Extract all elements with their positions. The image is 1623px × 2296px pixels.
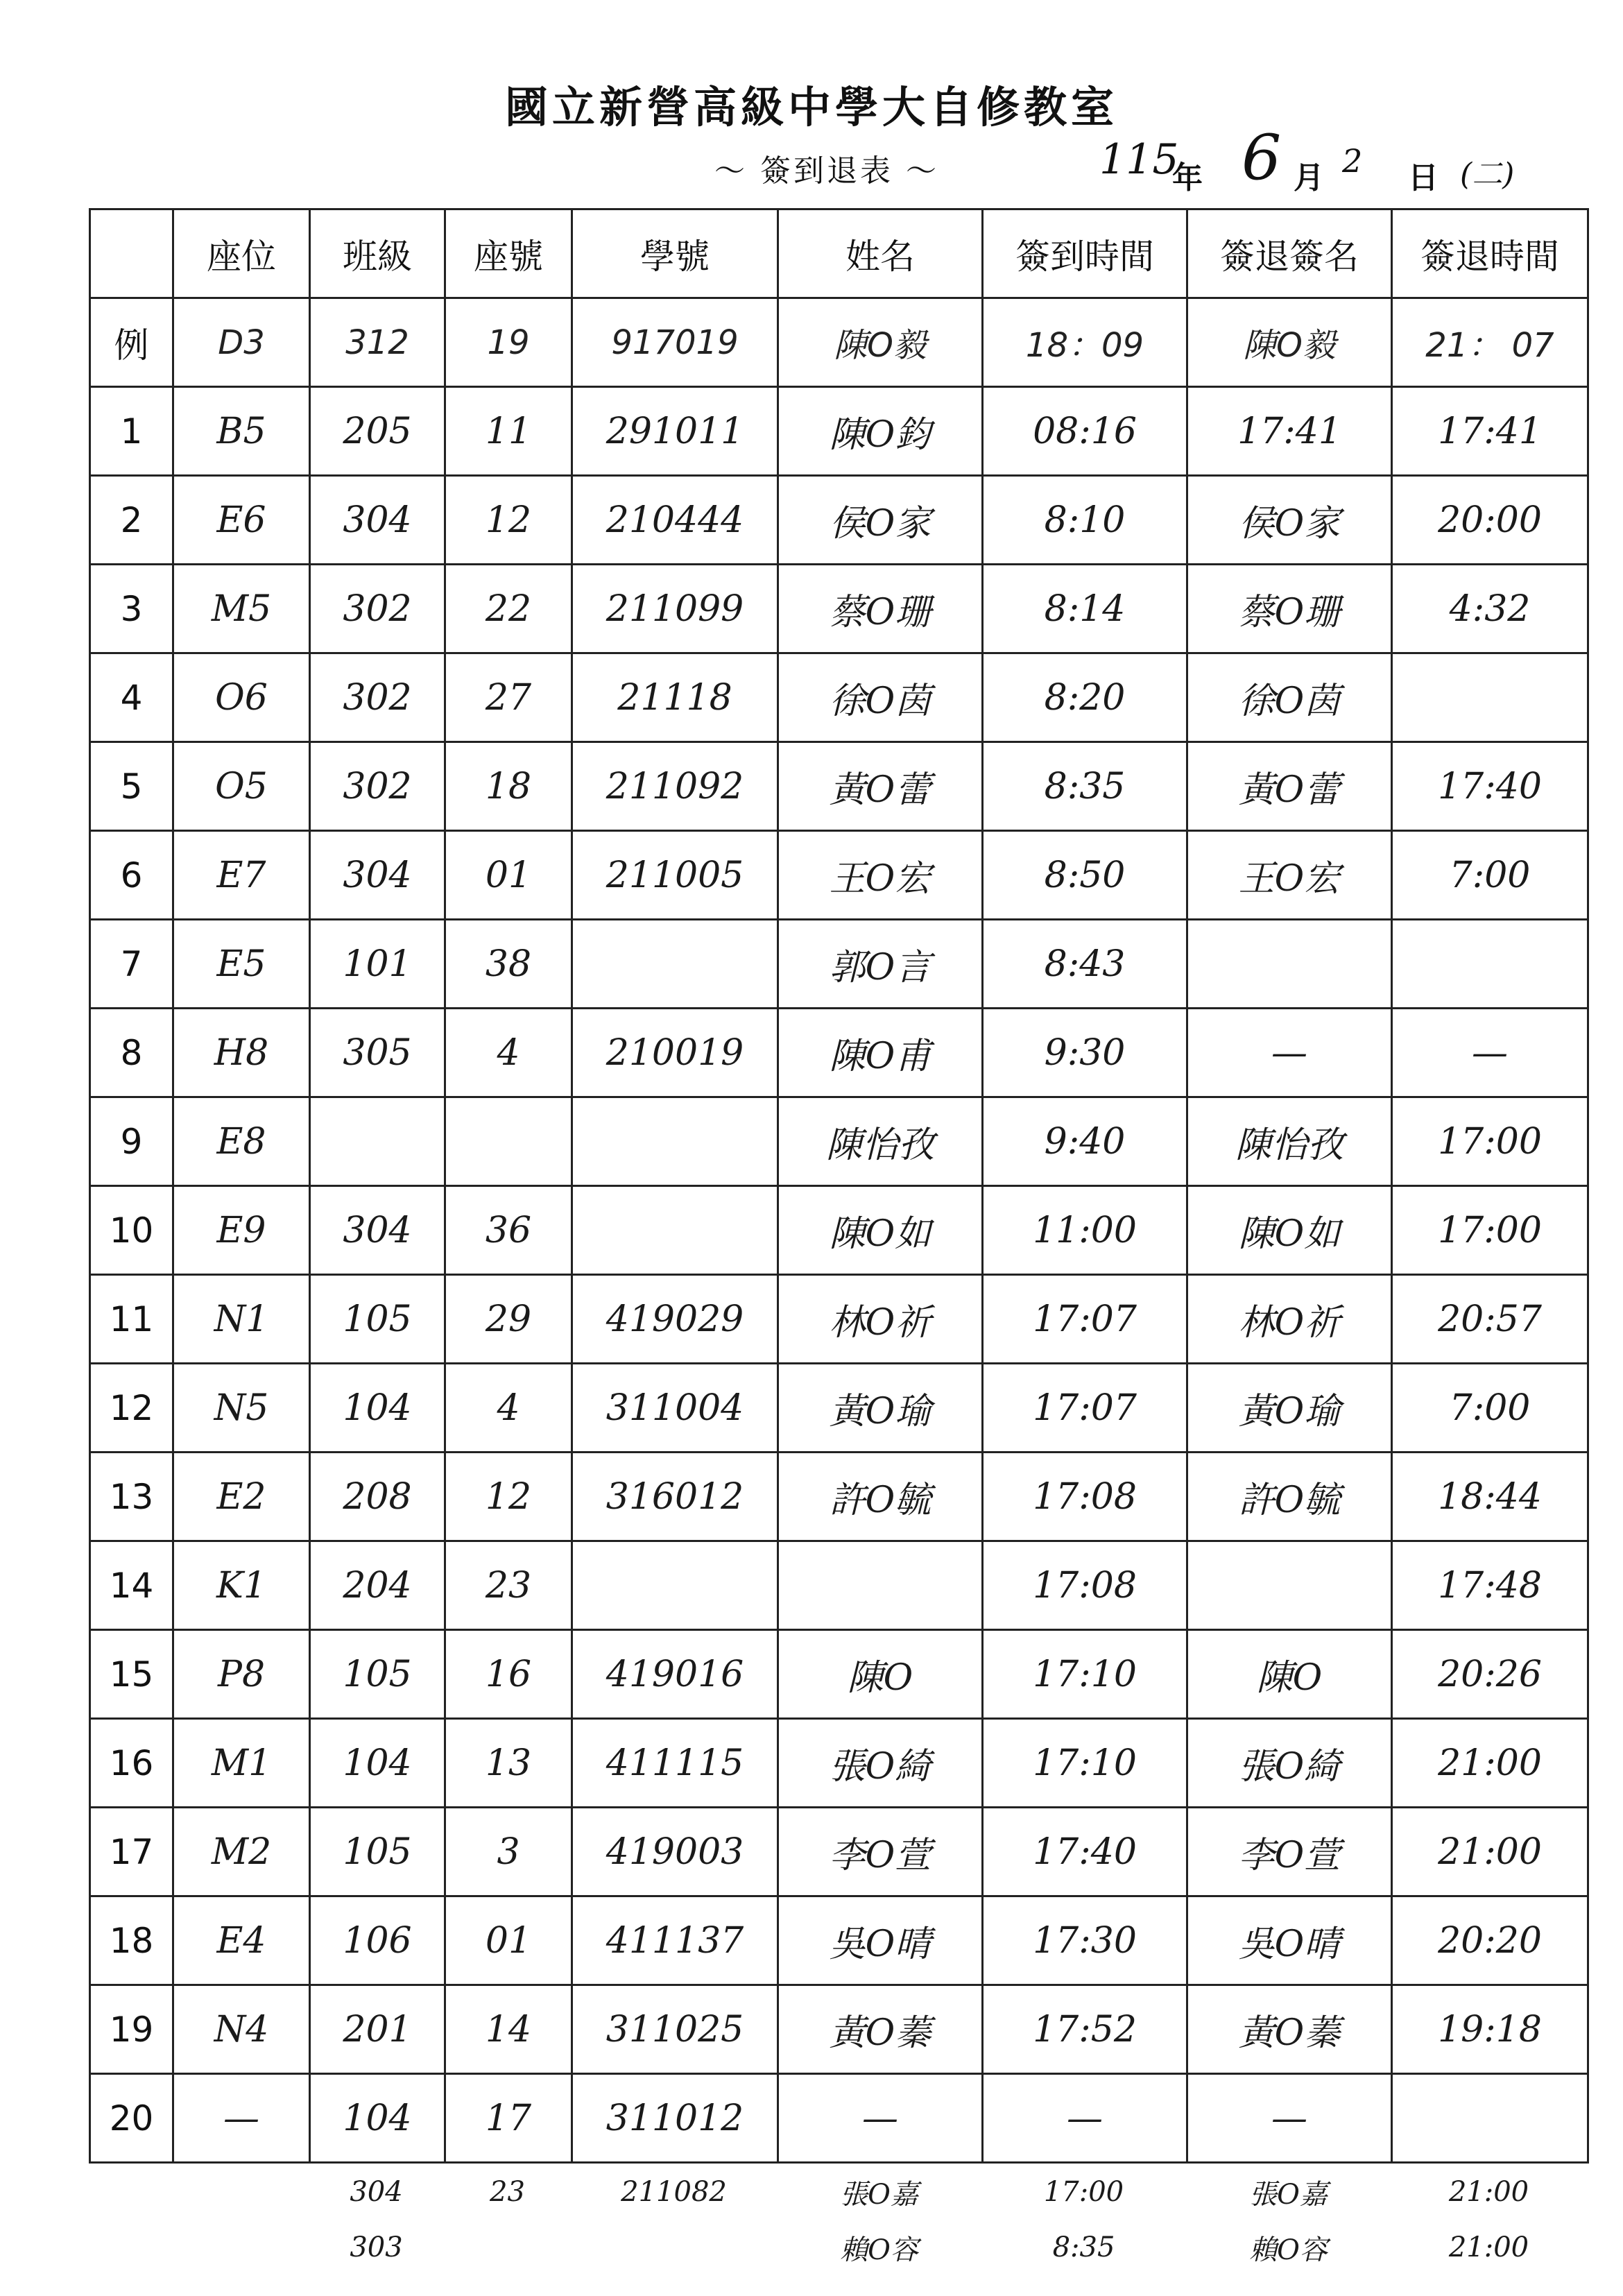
extra-cell-class: 303 bbox=[350, 2231, 403, 2263]
cell-sign-out-time: 17:40 bbox=[1392, 742, 1588, 831]
cell-sign-out-signature: 陳O bbox=[1187, 1630, 1392, 1719]
cell-name: 許O毓 bbox=[778, 1453, 983, 1541]
cell-seat: B5 bbox=[173, 387, 310, 476]
cell-sign-in-time: 17:40 bbox=[983, 1808, 1187, 1896]
cell-class: 105 bbox=[310, 1275, 445, 1364]
cell-class: 304 bbox=[310, 1186, 445, 1275]
cell-student-id bbox=[572, 1097, 778, 1186]
extra-cell-sign-out-signature: 賴O容 bbox=[1249, 2234, 1328, 2266]
table-row bbox=[90, 1985, 1588, 2074]
row-number: 2 bbox=[90, 476, 173, 565]
cell-seat: E8 bbox=[173, 1097, 310, 1186]
cell-class bbox=[310, 1097, 445, 1186]
example-row bbox=[90, 298, 1588, 387]
cell-class: 105 bbox=[310, 1808, 445, 1896]
table-row bbox=[90, 831, 1588, 920]
cell-seat-number: 12 bbox=[445, 1453, 572, 1541]
cell-seat-number: 19 bbox=[445, 298, 572, 387]
header-sign-out-time: 簽退時間 bbox=[1392, 209, 1588, 298]
cell-class: 204 bbox=[310, 1541, 445, 1630]
cell-class: 208 bbox=[310, 1453, 445, 1541]
cell-sign-in-time: 8:20 bbox=[983, 653, 1187, 742]
cell-class: 205 bbox=[310, 387, 445, 476]
table-row bbox=[90, 1630, 1588, 1719]
cell-sign-in-time: — bbox=[983, 2074, 1187, 2163]
cell-sign-out-signature: 黃O蕾 bbox=[1187, 742, 1392, 831]
table-row bbox=[90, 476, 1588, 565]
cell-sign-out-signature bbox=[1187, 1541, 1392, 1630]
cell-sign-in-time: 8:35 bbox=[983, 742, 1187, 831]
row-number: 6 bbox=[90, 831, 173, 920]
cell-sign-in-time: 17:08 bbox=[983, 1453, 1187, 1541]
row-number: 9 bbox=[90, 1097, 173, 1186]
cell-sign-out-signature: 陳O如 bbox=[1187, 1186, 1392, 1275]
cell-sign-in-time: 9:30 bbox=[983, 1009, 1187, 1097]
cell-sign-out-time: 17:48 bbox=[1392, 1541, 1588, 1630]
cell-sign-out-time: 20:26 bbox=[1392, 1630, 1588, 1719]
row-number: 1 bbox=[90, 387, 173, 476]
cell-name: 陳怡孜 bbox=[778, 1097, 983, 1186]
cell-name: 陳O毅 bbox=[778, 298, 983, 387]
header-sign-out-signature: 簽退簽名 bbox=[1187, 209, 1392, 298]
cell-seat: E2 bbox=[173, 1453, 310, 1541]
cell-student-id: 291011 bbox=[572, 387, 778, 476]
cell-seat: E5 bbox=[173, 920, 310, 1009]
cell-class: 105 bbox=[310, 1630, 445, 1719]
cell-sign-in-time: 08:16 bbox=[983, 387, 1187, 476]
cell-sign-in-time: 11:00 bbox=[983, 1186, 1187, 1275]
cell-seat-number: 18 bbox=[445, 742, 572, 831]
date-weekday: (二) bbox=[1460, 157, 1515, 192]
cell-name: 徐O茵 bbox=[778, 653, 983, 742]
cell-sign-out-time: 20:20 bbox=[1392, 1896, 1588, 1985]
cell-sign-out-time: 20:00 bbox=[1392, 476, 1588, 565]
cell-seat: E6 bbox=[173, 476, 310, 565]
cell-student-id: 211005 bbox=[572, 831, 778, 920]
cell-student-id: 411137 bbox=[572, 1896, 778, 1985]
date-month-label: 月 bbox=[1294, 160, 1324, 196]
cell-seat-number: 4 bbox=[445, 1009, 572, 1097]
cell-seat: N1 bbox=[173, 1275, 310, 1364]
cell-seat-number: 12 bbox=[445, 476, 572, 565]
cell-sign-out-time: 17:41 bbox=[1392, 387, 1588, 476]
cell-sign-in-time: 8:14 bbox=[983, 565, 1187, 653]
cell-class: 201 bbox=[310, 1985, 445, 2074]
cell-sign-out-time bbox=[1392, 920, 1588, 1009]
row-number: 16 bbox=[90, 1719, 173, 1808]
extra-cell-name: 賴O容 bbox=[840, 2234, 918, 2266]
cell-seat-number: 3 bbox=[445, 1808, 572, 1896]
table-row bbox=[90, 1009, 1588, 1097]
cell-sign-in-time: 8:10 bbox=[983, 476, 1187, 565]
cell-seat-number: 01 bbox=[445, 831, 572, 920]
row-number: 13 bbox=[90, 1453, 173, 1541]
cell-name: 郭O言 bbox=[778, 920, 983, 1009]
row-number: 20 bbox=[90, 2074, 173, 2163]
table-row bbox=[90, 1719, 1588, 1808]
row-number: 15 bbox=[90, 1630, 173, 1719]
cell-student-id bbox=[572, 1186, 778, 1275]
cell-seat-number: 14 bbox=[445, 1985, 572, 2074]
extra-entries bbox=[89, 2164, 1587, 2275]
cell-name: 侯O家 bbox=[778, 476, 983, 565]
cell-class: 312 bbox=[310, 298, 445, 387]
header-name: 姓名 bbox=[778, 209, 983, 298]
date-day-value: 2 bbox=[1342, 142, 1363, 180]
cell-sign-out-signature: 李O萱 bbox=[1187, 1808, 1392, 1896]
cell-seat: H8 bbox=[173, 1009, 310, 1097]
date-day-label: 日 bbox=[1408, 160, 1439, 196]
cell-sign-out-time: 21:00 bbox=[1392, 1719, 1588, 1808]
row-number: 7 bbox=[90, 920, 173, 1009]
cell-name: 王O宏 bbox=[778, 831, 983, 920]
cell-student-id: 211092 bbox=[572, 742, 778, 831]
extra-cell-sign-out-time: 21:00 bbox=[1448, 2231, 1529, 2263]
cell-name: 林O祈 bbox=[778, 1275, 983, 1364]
extra-cell-class: 304 bbox=[350, 2176, 403, 2208]
cell-seat-number: 38 bbox=[445, 920, 572, 1009]
cell-sign-out-signature: 黃O瑜 bbox=[1187, 1364, 1392, 1453]
extra-cell-sign-in-time: 17:00 bbox=[1043, 2176, 1124, 2208]
cell-student-id: 21118 bbox=[572, 653, 778, 742]
extra-cell-sign-in-time: 8:35 bbox=[1052, 2231, 1115, 2263]
cell-seat: E4 bbox=[173, 1896, 310, 1985]
cell-seat-number: 27 bbox=[445, 653, 572, 742]
cell-seat: P8 bbox=[173, 1630, 310, 1719]
cell-class: 304 bbox=[310, 831, 445, 920]
date-month-value: 6 bbox=[1242, 121, 1282, 194]
cell-name: 黃O瑜 bbox=[778, 1364, 983, 1453]
table-row bbox=[90, 1364, 1588, 1453]
cell-student-id: 419029 bbox=[572, 1275, 778, 1364]
cell-sign-out-time: 17:00 bbox=[1392, 1186, 1588, 1275]
cell-student-id bbox=[572, 920, 778, 1009]
cell-sign-out-signature: 徐O茵 bbox=[1187, 653, 1392, 742]
cell-seat: D3 bbox=[173, 298, 310, 387]
cell-sign-out-signature: 陳O毅 bbox=[1187, 298, 1392, 387]
row-number: 17 bbox=[90, 1808, 173, 1896]
sign-in-table bbox=[89, 208, 1589, 2164]
header-class: 班級 bbox=[310, 209, 445, 298]
cell-name: 蔡O珊 bbox=[778, 565, 983, 653]
cell-sign-out-time: 7:00 bbox=[1392, 831, 1588, 920]
cell-seat-number: 22 bbox=[445, 565, 572, 653]
cell-seat-number: 16 bbox=[445, 1630, 572, 1719]
cell-sign-out-time: 21： 07 bbox=[1392, 298, 1588, 387]
cell-student-id bbox=[572, 1541, 778, 1630]
cell-class: 104 bbox=[310, 1719, 445, 1808]
cell-sign-in-time: 17:52 bbox=[983, 1985, 1187, 2074]
cell-sign-out-signature: 陳怡孜 bbox=[1187, 1097, 1392, 1186]
cell-name: 吳O晴 bbox=[778, 1896, 983, 1985]
cell-seat: M5 bbox=[173, 565, 310, 653]
extra-cell-name: 張O嘉 bbox=[840, 2178, 918, 2211]
cell-name: 陳O甫 bbox=[778, 1009, 983, 1097]
cell-student-id: 411115 bbox=[572, 1719, 778, 1808]
cell-sign-in-time: 17:07 bbox=[983, 1364, 1187, 1453]
form-title: 國立新營高級中學大自修教室 bbox=[504, 82, 1118, 132]
cell-sign-out-time: 4:32 bbox=[1392, 565, 1588, 653]
cell-class: 101 bbox=[310, 920, 445, 1009]
cell-seat-number: 36 bbox=[445, 1186, 572, 1275]
row-number: 12 bbox=[90, 1364, 173, 1453]
row-number: 14 bbox=[90, 1541, 173, 1630]
cell-student-id: 419016 bbox=[572, 1630, 778, 1719]
cell-sign-out-time: 7:00 bbox=[1392, 1364, 1588, 1453]
table-row bbox=[90, 742, 1588, 831]
cell-name: — bbox=[778, 2074, 983, 2163]
header-sign-in-time: 簽到時間 bbox=[983, 209, 1187, 298]
cell-seat: — bbox=[173, 2074, 310, 2163]
cell-sign-in-time: 8:50 bbox=[983, 831, 1187, 920]
cell-sign-out-signature: 王O宏 bbox=[1187, 831, 1392, 920]
cell-seat: N5 bbox=[173, 1364, 310, 1453]
table-row bbox=[90, 387, 1588, 476]
cell-sign-in-time: 17:30 bbox=[983, 1896, 1187, 1985]
cell-sign-out-time bbox=[1392, 2074, 1588, 2163]
cell-sign-out-signature: 黃O蓁 bbox=[1187, 1985, 1392, 2074]
table-row bbox=[90, 1453, 1588, 1541]
cell-seat-number: 23 bbox=[445, 1541, 572, 1630]
cell-seat-number: 29 bbox=[445, 1275, 572, 1364]
cell-student-id: 316012 bbox=[572, 1453, 778, 1541]
cell-sign-in-time: 8:43 bbox=[983, 920, 1187, 1009]
row-number: 4 bbox=[90, 653, 173, 742]
cell-seat-number: 17 bbox=[445, 2074, 572, 2163]
header-student-id: 學號 bbox=[572, 209, 778, 298]
table-row bbox=[90, 1097, 1588, 1186]
row-number: 11 bbox=[90, 1275, 173, 1364]
cell-sign-out-signature: — bbox=[1187, 2074, 1392, 2163]
cell-sign-in-time: 17:10 bbox=[983, 1719, 1187, 1808]
cell-sign-out-signature: 許O毓 bbox=[1187, 1453, 1392, 1541]
cell-student-id: 211099 bbox=[572, 565, 778, 653]
cell-sign-in-time: 9:40 bbox=[983, 1097, 1187, 1186]
cell-sign-out-signature: 吳O晴 bbox=[1187, 1896, 1392, 1985]
cell-name: 李O萱 bbox=[778, 1808, 983, 1896]
table-row bbox=[90, 1186, 1588, 1275]
cell-class: 304 bbox=[310, 476, 445, 565]
table-row bbox=[90, 1275, 1588, 1364]
cell-sign-out-time: 18:44 bbox=[1392, 1453, 1588, 1541]
cell-student-id: 311004 bbox=[572, 1364, 778, 1453]
row-number: 例 bbox=[90, 298, 173, 387]
cell-student-id: 311012 bbox=[572, 2074, 778, 2163]
cell-name: 黃O蕾 bbox=[778, 742, 983, 831]
cell-name: 陳O鈞 bbox=[778, 387, 983, 476]
cell-sign-out-time bbox=[1392, 653, 1588, 742]
cell-seat: O6 bbox=[173, 653, 310, 742]
header-number bbox=[90, 209, 173, 298]
cell-student-id: 210019 bbox=[572, 1009, 778, 1097]
cell-sign-out-time: — bbox=[1392, 1009, 1588, 1097]
cell-sign-out-signature: 17:41 bbox=[1187, 387, 1392, 476]
cell-sign-out-time: 21:00 bbox=[1392, 1808, 1588, 1896]
cell-sign-out-time: 17:00 bbox=[1392, 1097, 1588, 1186]
extra-cell-sign-out-signature: 張O嘉 bbox=[1249, 2178, 1328, 2211]
cell-sign-out-signature: 蔡O珊 bbox=[1187, 565, 1392, 653]
date-year-label: 年 bbox=[1172, 160, 1203, 196]
cell-seat: O5 bbox=[173, 742, 310, 831]
cell-name: 陳O bbox=[778, 1630, 983, 1719]
cell-sign-out-time: 19:18 bbox=[1392, 1985, 1588, 2074]
cell-sign-in-time: 17:07 bbox=[983, 1275, 1187, 1364]
row-number: 3 bbox=[90, 565, 173, 653]
cell-seat-number: 13 bbox=[445, 1719, 572, 1808]
table-row bbox=[90, 1541, 1588, 1630]
cell-class: 302 bbox=[310, 565, 445, 653]
header-seat-number: 座號 bbox=[445, 209, 572, 298]
cell-seat: N4 bbox=[173, 1985, 310, 2074]
cell-name: 張O綺 bbox=[778, 1719, 983, 1808]
table-header-row bbox=[90, 209, 1588, 298]
extra-entry-row bbox=[89, 2164, 1587, 2220]
extra-entry-row bbox=[89, 2220, 1587, 2275]
row-number: 18 bbox=[90, 1896, 173, 1985]
cell-name: 陳O如 bbox=[778, 1186, 983, 1275]
row-number: 8 bbox=[90, 1009, 173, 1097]
row-number: 5 bbox=[90, 742, 173, 831]
cell-name: 黃O蓁 bbox=[778, 1985, 983, 2074]
row-number: 19 bbox=[90, 1985, 173, 2074]
table-row bbox=[90, 1808, 1588, 1896]
extra-cell-sign-out-time: 21:00 bbox=[1448, 2176, 1529, 2208]
cell-seat-number: 4 bbox=[445, 1364, 572, 1453]
cell-student-id: 311025 bbox=[572, 1985, 778, 2074]
cell-sign-out-signature bbox=[1187, 920, 1392, 1009]
cell-sign-out-signature: 林O祈 bbox=[1187, 1275, 1392, 1364]
cell-seat-number: 01 bbox=[445, 1896, 572, 1985]
cell-sign-in-time: 17:10 bbox=[983, 1630, 1187, 1719]
extra-cell-seat-number: 23 bbox=[490, 2176, 525, 2208]
extra-cell-student-id: 211082 bbox=[621, 2176, 727, 2208]
cell-seat: E9 bbox=[173, 1186, 310, 1275]
cell-sign-out-time: 20:57 bbox=[1392, 1275, 1588, 1364]
cell-seat-number: 11 bbox=[445, 387, 572, 476]
cell-student-id: 210444 bbox=[572, 476, 778, 565]
cell-class: 305 bbox=[310, 1009, 445, 1097]
cell-class: 302 bbox=[310, 653, 445, 742]
table-row bbox=[90, 2074, 1588, 2163]
cell-class: 106 bbox=[310, 1896, 445, 1985]
form-subtitle: ～ 簽到退表 ～ bbox=[714, 153, 939, 189]
table-row bbox=[90, 920, 1588, 1009]
cell-sign-out-signature: 張O綺 bbox=[1187, 1719, 1392, 1808]
date-year-value: 115 bbox=[1099, 135, 1179, 184]
cell-student-id: 419003 bbox=[572, 1808, 778, 1896]
cell-seat: M2 bbox=[173, 1808, 310, 1896]
row-number: 10 bbox=[90, 1186, 173, 1275]
cell-seat-number bbox=[445, 1097, 572, 1186]
cell-name bbox=[778, 1541, 983, 1630]
cell-sign-out-signature: 侯O家 bbox=[1187, 476, 1392, 565]
table-row bbox=[90, 565, 1588, 653]
cell-sign-out-signature: — bbox=[1187, 1009, 1392, 1097]
cell-student-id: 917019 bbox=[572, 298, 778, 387]
table-row bbox=[90, 1896, 1588, 1985]
cell-seat: E7 bbox=[173, 831, 310, 920]
cell-class: 302 bbox=[310, 742, 445, 831]
cell-sign-in-time: 17:08 bbox=[983, 1541, 1187, 1630]
cell-sign-in-time: 18：09 bbox=[983, 298, 1187, 387]
cell-class: 104 bbox=[310, 1364, 445, 1453]
table-row bbox=[90, 653, 1588, 742]
cell-class: 104 bbox=[310, 2074, 445, 2163]
header-seat: 座位 bbox=[173, 209, 310, 298]
cell-seat: M1 bbox=[173, 1719, 310, 1808]
cell-seat: K1 bbox=[173, 1541, 310, 1630]
